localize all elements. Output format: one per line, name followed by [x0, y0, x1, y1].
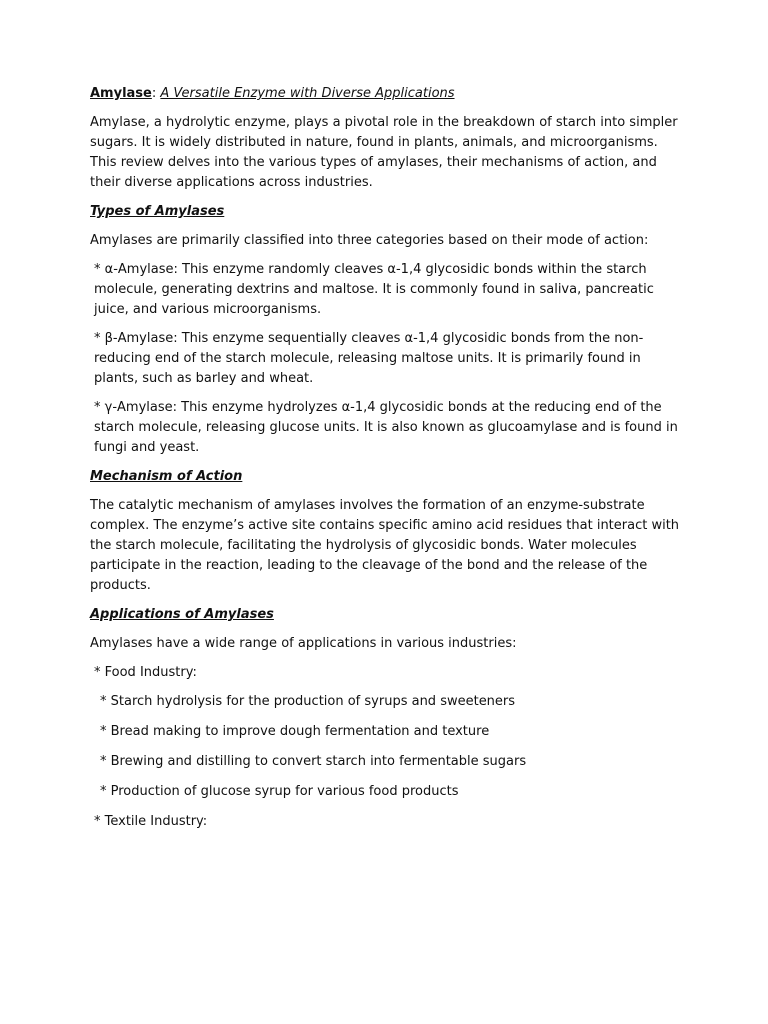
mechanism-paragraph: The catalytic mechanism of amylases involves the formation of an enzyme-substrate complex. The enzyme’s active site contains specific amino acid residues that interact with the starch molecule, facilitating the hydrolysis of glycosidic bonds. Water molecules participate in the reaction, leading to the cleavage of the bond and the release of the products. [90, 498, 680, 593]
intro-paragraph: Amylase, a hydrolytic enzyme, plays a pivotal role in the breakdown of starch into simpler sugars. It is widely distributed in nature, found in plants, animals, and microorganisms. This review delves into the various types of amylases, their mechanisms of action, and their diverse applications across industries. [90, 115, 678, 190]
textile-industry-label: * Textile Industry: [94, 814, 208, 829]
applications-heading: Applications of Amylases [90, 607, 274, 622]
title-separator: : [151, 86, 161, 101]
document-page [90, 84, 682, 841]
gamma-amylase-item: * γ-Amylase: This enzyme hydrolyzes α-1,4 glycosidic bonds at the reducing end of the starch molecule, releasing glucose units. It is also known as glucoamylase and is found in fungi and yeast. [94, 400, 678, 455]
food-item-glucose: * Production of glucose syrup for various food products [100, 784, 459, 799]
document-title [90, 84, 682, 104]
food-industry-label: * Food Industry: [94, 665, 197, 680]
applications-intro: Amylases have a wide range of applications in various industries: [90, 636, 517, 651]
title-main: Amylase [90, 86, 152, 101]
beta-amylase-item: * β-Amylase: This enzyme sequentially cleaves α-1,4 glycosidic bonds from the non-reducing end of the starch molecule, releasing maltose units. It is primarily found in plants, such as barley and wheat. [94, 331, 644, 386]
types-intro: Amylases are primarily classified into three categories based on their mode of action: [90, 233, 649, 248]
food-item-brewing: * Brewing and distilling to convert starch into fermentable sugars [100, 754, 527, 769]
types-heading: Types of Amylases [90, 204, 225, 219]
food-item-bread: * Bread making to improve dough fermentation and texture [100, 724, 490, 739]
title-subtitle: A Versatile Enzyme with Diverse Applications [160, 86, 455, 101]
food-item-syrups: * Starch hydrolysis for the production of syrups and sweeteners [100, 694, 516, 709]
alpha-amylase-item: * α-Amylase: This enzyme randomly cleaves α-1,4 glycosidic bonds within the starch molecule, generating dextrins and maltose. It is commonly found in saliva, pancreatic juice, and various microorganisms. [94, 262, 654, 317]
mechanism-heading: Mechanism of Action [90, 469, 243, 484]
